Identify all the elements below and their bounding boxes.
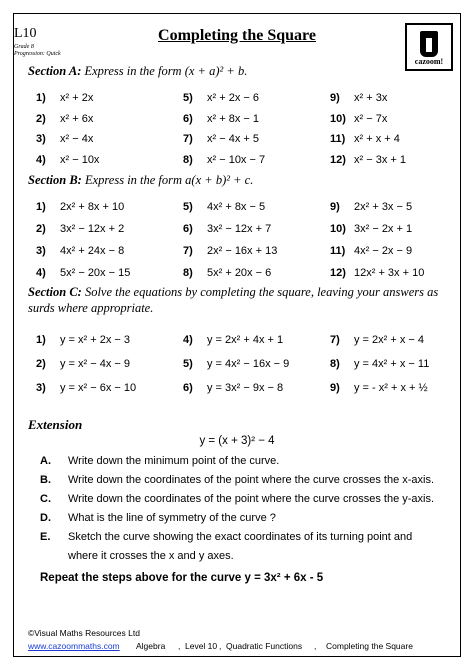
question-expression: x² − 10x <box>60 153 100 166</box>
footer-crumb-level: Level 10 <box>185 641 218 651</box>
question-expression: x² − 4x <box>60 133 94 145</box>
question-expression: y = x² + 2x − 3 <box>60 334 131 346</box>
question-item <box>36 223 124 235</box>
question-item <box>36 358 130 370</box>
section-b-label: Section B: <box>28 173 82 187</box>
footer-crumb-sep-1: , <box>178 641 181 651</box>
question-item <box>330 245 412 257</box>
extension-item <box>40 512 276 524</box>
question-item <box>36 267 130 279</box>
question-item <box>330 92 387 104</box>
section-a-label: Section A: <box>28 64 82 78</box>
question-item <box>183 334 283 346</box>
question-number: 12) <box>330 153 346 166</box>
section-a-heading <box>28 64 247 79</box>
question-item <box>330 154 406 166</box>
question-number: 7) <box>183 245 193 257</box>
question-expression: 4x² − 2x − 9 <box>354 245 413 257</box>
question-number: 1) <box>36 334 46 346</box>
question-item <box>183 154 265 166</box>
question-item <box>36 92 93 104</box>
question-item <box>330 223 412 235</box>
question-expression: x² − 10x − 7 <box>207 153 266 166</box>
question-item <box>36 201 124 213</box>
extension-item-text: Write down the minimum point of the curve. <box>68 455 280 467</box>
extension-item <box>40 550 234 562</box>
footer-crumb-topic: Quadratic Functions <box>226 641 303 651</box>
question-item <box>330 382 428 394</box>
question-number: 3) <box>36 382 46 394</box>
question-item <box>36 382 136 394</box>
question-expression: y = x² − 4x − 9 <box>60 358 131 370</box>
extension-item-label: A. <box>40 455 51 467</box>
question-expression: x² − 3x + 1 <box>354 153 406 166</box>
question-item <box>330 113 387 125</box>
question-item <box>183 92 259 104</box>
question-expression: x² + x + 4 <box>354 133 400 145</box>
footer-crumb-algebra: Algebra <box>136 641 166 651</box>
extension-item-text: Sketch the curve showing the exact coordinates of its turning point and <box>68 531 413 543</box>
section-c-label: Section C: <box>28 285 82 299</box>
section-c-instruction-line2: surds where appropriate. <box>28 301 154 315</box>
question-item <box>183 267 271 279</box>
extension-equation: y = (x + 3)² − 4 <box>199 435 275 447</box>
question-number: 6) <box>183 382 193 394</box>
extension-item-text: What is the line of symmetry of the curve ? <box>68 512 276 524</box>
question-number: 5) <box>183 201 193 213</box>
question-expression: y = - x² + x + ½ <box>354 382 428 394</box>
question-number: 12) <box>330 267 346 279</box>
extension-item-text: Write down the coordinates of the point where the curve crosses the x-axis. <box>68 474 435 486</box>
extension-item <box>40 455 279 467</box>
question-expression: x² − 4x + 5 <box>207 133 259 145</box>
question-number: 2) <box>36 223 46 235</box>
page-title: Completing the Square <box>158 27 316 44</box>
grade-label: Grade 8 <box>14 44 34 50</box>
question-item <box>330 358 429 370</box>
question-number: 11) <box>330 245 346 257</box>
footer-crumb-sep-2: , <box>219 641 222 651</box>
question-expression: y = 2x² + 4x + 1 <box>207 334 284 346</box>
question-number: 8) <box>183 267 193 279</box>
question-expression: y = x² − 6x − 10 <box>60 382 137 394</box>
question-number: 2) <box>36 112 46 125</box>
question-number: 3) <box>36 133 46 145</box>
question-item <box>36 334 130 346</box>
level-label: L10 <box>14 26 37 41</box>
question-expression: y = 4x² − 16x − 9 <box>207 358 290 370</box>
question-item <box>183 358 289 370</box>
section-c-heading <box>28 285 448 300</box>
question-expression: 4x² + 24x − 8 <box>60 245 125 257</box>
question-number: 4) <box>36 267 46 279</box>
logo-text: cazoom! <box>414 57 444 66</box>
question-expression: 3x² − 2x + 1 <box>354 223 413 235</box>
question-expression: x² + 2x <box>60 92 94 104</box>
question-item <box>36 133 93 145</box>
question-number: 9) <box>330 201 340 213</box>
question-number: 9) <box>330 382 340 394</box>
footer-copyright: ©Visual Maths Resources Ltd <box>28 628 140 638</box>
question-item <box>330 267 424 279</box>
question-number: 11) <box>330 133 346 145</box>
question-number: 10) <box>330 223 346 235</box>
question-number: 9) <box>330 92 340 104</box>
question-expression: x² + 6x <box>60 112 94 125</box>
extension-title: Extension <box>28 417 83 432</box>
question-number: 6) <box>183 112 193 125</box>
extension-item-label: B. <box>40 474 51 486</box>
question-number: 3) <box>36 245 46 257</box>
logo-glass-icon <box>420 31 438 57</box>
question-expression: 5x² − 20x − 15 <box>60 267 131 279</box>
section-b-heading <box>28 173 253 188</box>
extension-item-label: C. <box>40 493 51 505</box>
question-expression: 2x² − 16x + 13 <box>207 245 278 257</box>
question-item <box>330 201 412 213</box>
extension-item <box>40 531 412 543</box>
extension-item-label: E. <box>40 531 51 543</box>
extension-item <box>40 474 434 486</box>
question-number: 4) <box>183 334 193 346</box>
question-number: 7) <box>330 334 340 346</box>
question-item <box>183 113 259 125</box>
extension-item <box>40 493 434 505</box>
question-expression: y = 4x² + x − 11 <box>354 358 430 370</box>
extension-item-text: Write down the coordinates of the point where the curve crosses the y-axis. <box>68 493 435 505</box>
section-a-instruction: Express in the form (x + a)² + b. <box>84 64 248 78</box>
question-number: 10) <box>330 112 346 125</box>
question-item <box>183 223 271 235</box>
question-item <box>330 133 400 145</box>
footer-url[interactable] <box>28 641 120 651</box>
question-expression: 3x² − 12x + 7 <box>207 223 272 235</box>
question-number: 1) <box>36 92 46 104</box>
question-item <box>36 113 93 125</box>
repeat-instruction: Repeat the steps above for the curve y = 3x² + 6x - 5 <box>40 572 324 584</box>
question-expression: 12x² + 3x + 10 <box>354 267 425 279</box>
question-number: 8) <box>330 358 340 370</box>
question-expression: 4x² + 8x − 5 <box>207 201 266 213</box>
section-c-instruction-line1: Solve the equations by completing the square, leaving your answers as <box>84 285 439 299</box>
question-expression: x² + 3x <box>354 92 388 104</box>
footer-url-link[interactable]: www.cazoommaths.com <box>28 641 120 651</box>
question-item <box>183 382 283 394</box>
question-expression: x² + 2x − 6 <box>207 92 259 104</box>
question-item <box>36 245 124 257</box>
question-item <box>330 334 424 346</box>
footer-crumb-title: Completing the Square <box>326 641 413 651</box>
question-number: 5) <box>183 358 193 370</box>
question-number: 5) <box>183 92 193 104</box>
question-number: 8) <box>183 153 193 166</box>
question-expression: 5x² + 20x − 6 <box>207 267 272 279</box>
question-number: 2) <box>36 358 46 370</box>
footer-crumb-sep-3: , <box>314 641 317 651</box>
question-item <box>183 133 259 145</box>
question-number: 4) <box>36 153 46 166</box>
question-number: 7) <box>183 133 193 145</box>
extension-item-text: where it crosses the x and y axes. <box>68 550 234 562</box>
question-expression: 2x² + 8x + 10 <box>60 201 125 213</box>
question-expression: 2x² + 3x − 5 <box>354 201 413 213</box>
question-number: 1) <box>36 201 46 213</box>
question-expression: x² + 8x − 1 <box>207 112 259 125</box>
extension-item-label: D. <box>40 512 51 524</box>
question-item <box>183 201 265 213</box>
question-expression: y = 3x² − 9x − 8 <box>207 382 284 394</box>
question-number: 6) <box>183 223 193 235</box>
progression-label: Progression: Quick <box>14 51 61 57</box>
question-item <box>36 154 99 166</box>
question-expression: y = 2x² + x − 4 <box>354 334 425 346</box>
question-expression: 3x² − 12x + 2 <box>60 223 125 235</box>
section-b-instruction: Express in the form a(x + b)² + c. <box>84 173 254 187</box>
question-item <box>183 245 277 257</box>
question-expression: x² − 7x <box>354 112 388 125</box>
cazoom-logo <box>405 23 453 71</box>
